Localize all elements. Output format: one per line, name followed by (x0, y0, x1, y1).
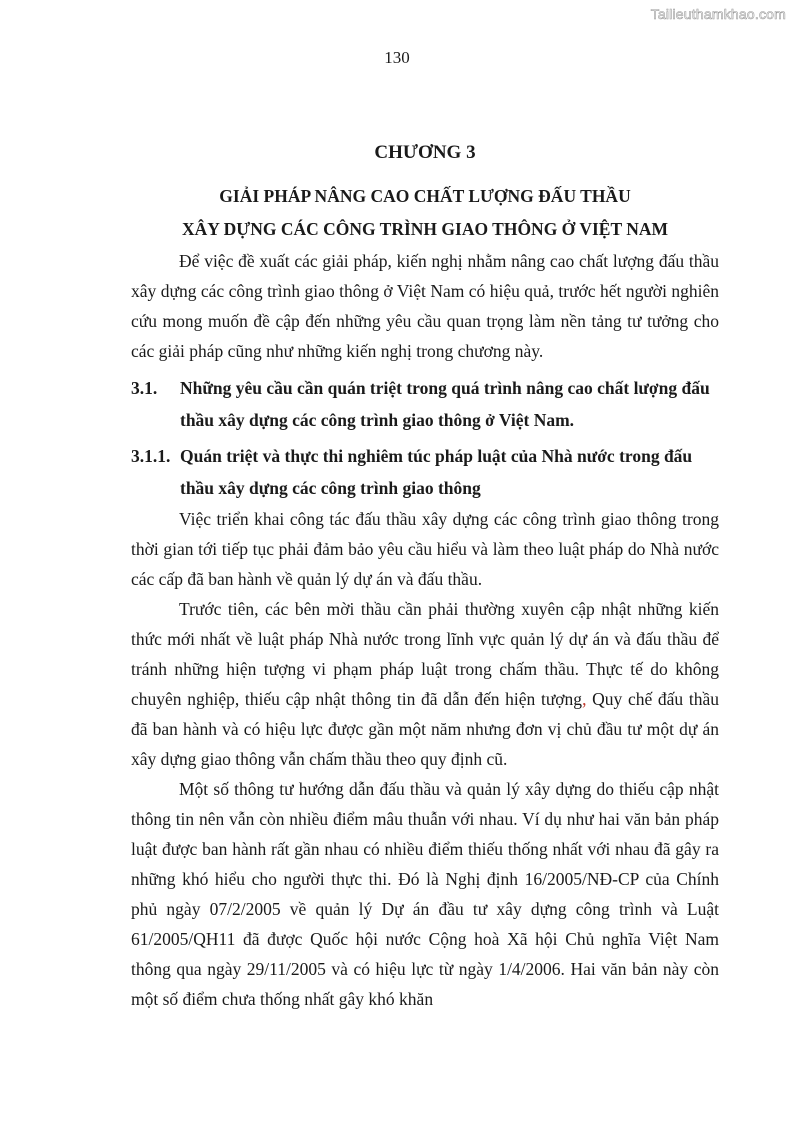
page-number: 130 (384, 48, 410, 67)
section-number: 3.1.1. (131, 446, 171, 466)
watermark-text: Tailieuthamkhao.com (650, 6, 786, 22)
section-heading-3-1-1 (131, 440, 719, 504)
chapter-label: CHƯƠNG 3 (374, 142, 476, 163)
section-title: Quán triệt và thực thi nghiêm túc pháp luật của Nhà nước trong đấu thầu xây dựng các công trình giao thông (180, 446, 693, 498)
paragraph-3: Một số thông tư hướng dẫn đấu thầu và quản lý xây dựng do thiếu cập nhật thông tin nên vẫn còn nhiều điểm mâu thuẫn với nhau. Ví dụ như hai văn bản pháp luật được ban hành rất gần nhau có nhiều điểm thiếu thống nhất với nhau đã gây ra những khó hiểu cho người thực thi. Đó là Nghị định 16/2005/NĐ-CP của Chính phủ ngày 07/2/2005 về quản lý Dự án đầu tư xây dựng công trình và Luật 61/2005/QH11 đã được Quốc hội nước Cộng hoà Xã hội Chủ nghĩa Việt Nam thông qua ngày 29/11/2005 và có hiệu lực từ ngày 1/4/2006. Hai văn bản này còn một số điểm chưa thống nhất gây khó khăn (131, 779, 719, 1009)
chapter-title-line-1: GIẢI PHÁP NÂNG CAO CHẤT LƯỢNG ĐẤU THẦU (219, 186, 631, 206)
intro-paragraph: Để việc đề xuất các giải pháp, kiến nghị nhằm nâng cao chất lượng đấu thầu xây dựng các công trình giao thông ở Việt Nam có hiệu quả, trước hết người nghiên cứu mong muốn đề cập đến những yêu cầu quan trọng làm nền tảng tư tưởng cho các giải pháp cũng như những kiến nghị trong chương này. (131, 251, 719, 361)
document-body (131, 138, 719, 1014)
chapter-title-line-2: XÂY DỰNG CÁC CÔNG TRÌNH GIAO THÔNG Ở VIỆT NAM (182, 219, 668, 239)
paragraph-1: Việc triển khai công tác đấu thầu xây dựng các công trình giao thông trong thời gian tới tiếp tục phải đảm bảo yêu cầu hiểu và làm theo luật pháp do Nhà nước các cấp đã ban hành về quản lý dự án và đấu thầu. (131, 509, 719, 589)
section-heading-3-1 (131, 372, 719, 436)
paragraph-2-text: Trước tiên, các bên mời thầu cần phải thường xuyên cập nhật những kiến thức mới nhất về luật pháp Nhà nước trong lĩnh vực quản lý dự án và đấu thầu để tránh những hiện tượng vi phạm pháp luật trong chấm thầu. Thực tế do không chuyên nghiệp, thiếu cập nhật thông tin đã dẫn đến hiện tượng (131, 599, 719, 709)
paragraph-2-text-cont: Quy chế đấu thầu đã ban hành và có hiệu lực được gần một năm nhưng đơn vị chủ đầu tư một dự án xây dựng giao thông vẫn chấm thầu theo quy định cũ. (131, 689, 719, 769)
paragraph-2 (131, 594, 719, 774)
highlighted-comma: , (582, 689, 587, 709)
section-title: Những yêu cầu cần quán triệt trong quá trình nâng cao chất lượng đấu thầu xây dựng các công trình giao thông ở Việt Nam. (180, 378, 710, 430)
section-number: 3.1. (131, 378, 158, 398)
